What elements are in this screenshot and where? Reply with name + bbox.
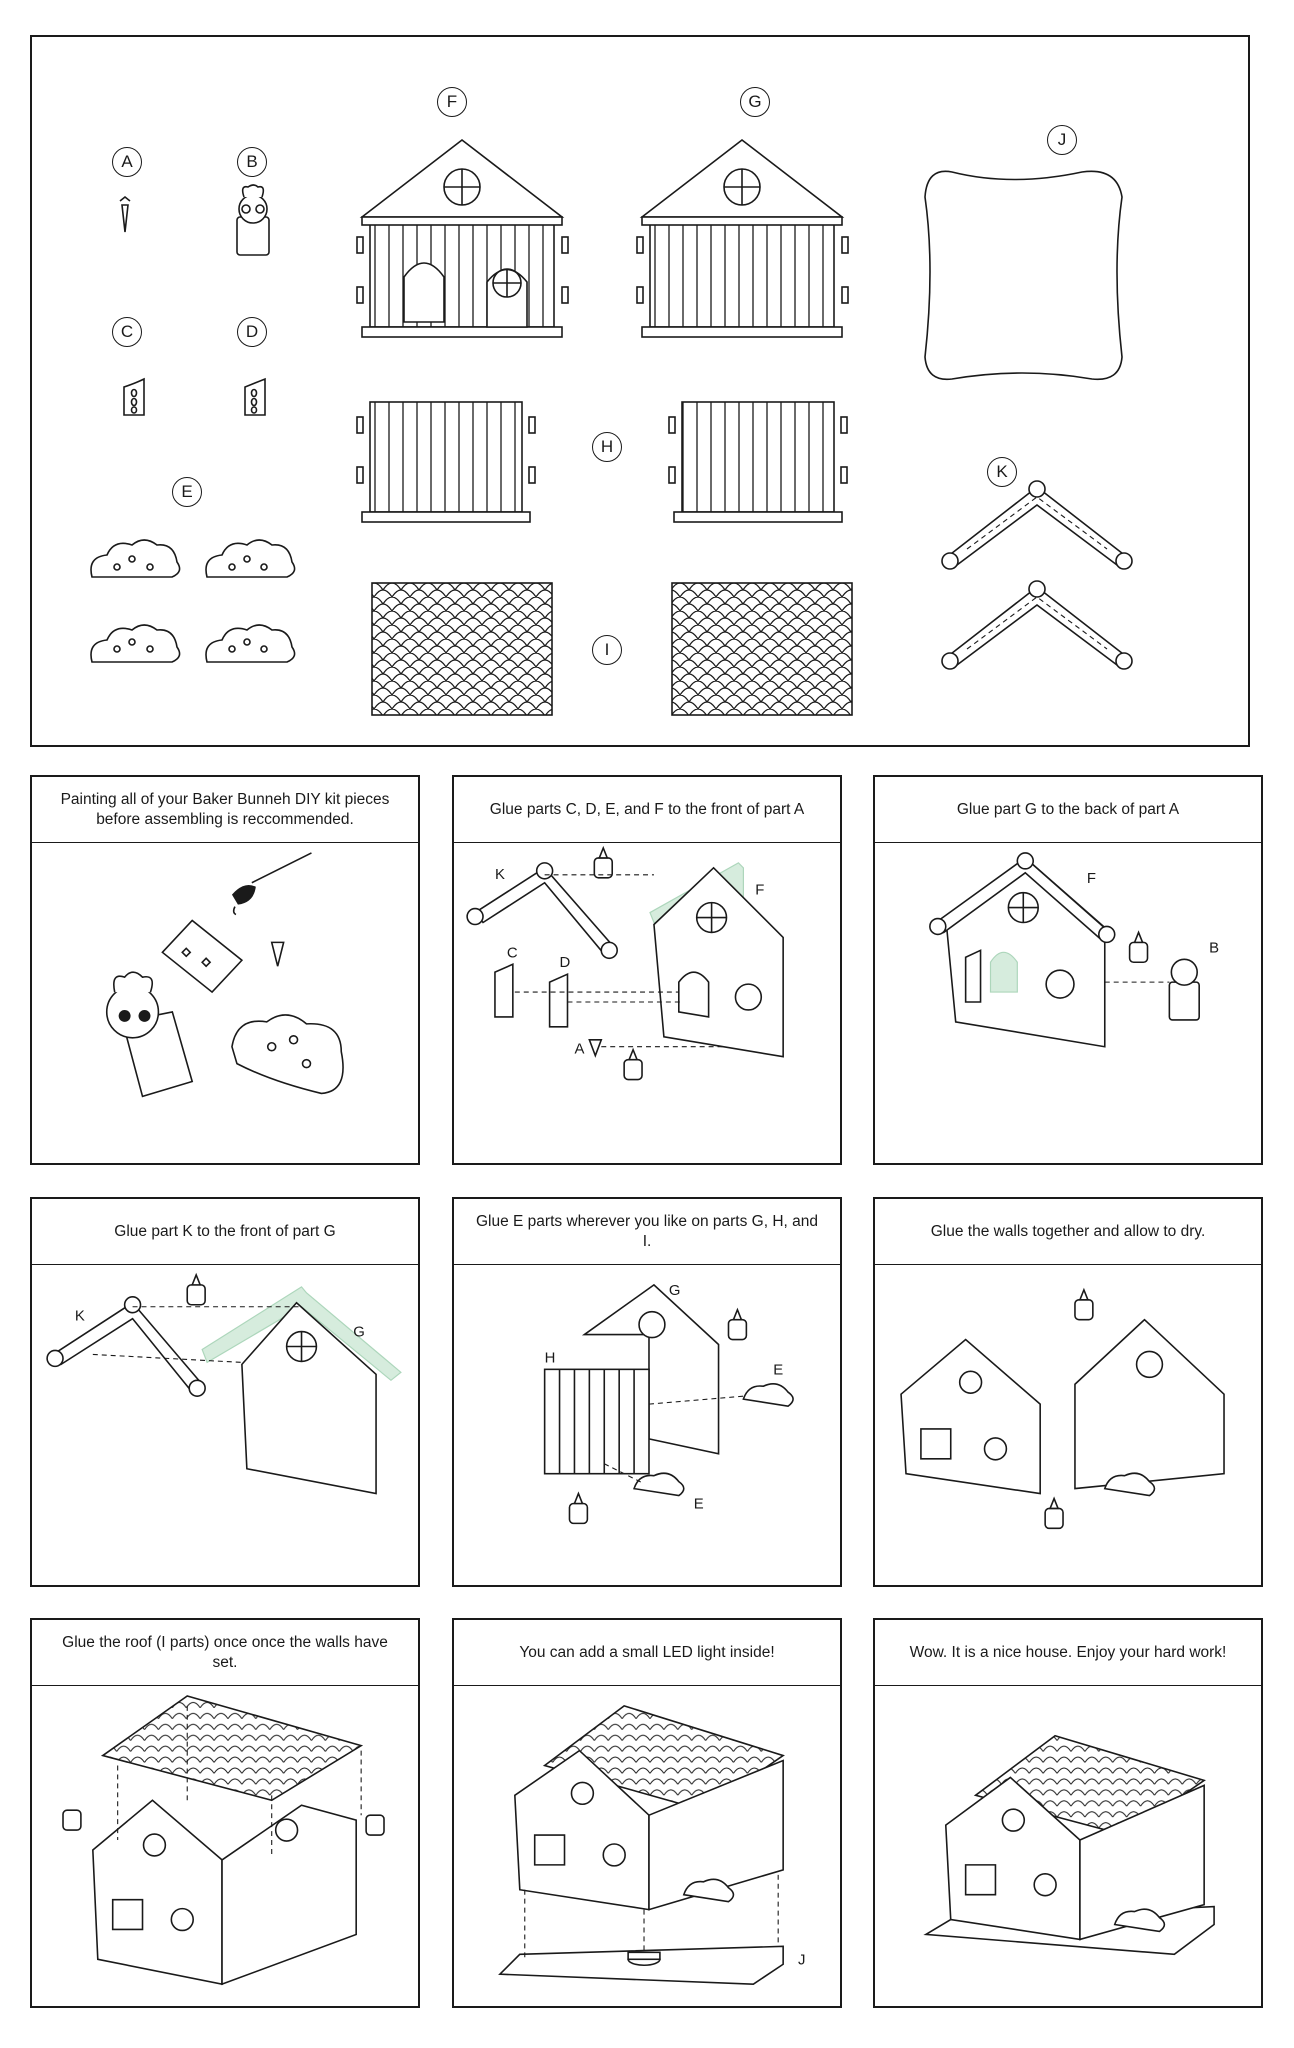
step-8-instruction: You can add a small LED light inside! — [454, 1620, 840, 1686]
step-8-illustration — [454, 1686, 840, 2006]
bush-piece-icon — [232, 1015, 343, 1094]
step-3-illustration — [875, 843, 1261, 1163]
part-h-side-walls — [357, 402, 847, 522]
roof-trim-k — [467, 863, 617, 958]
step-2-callout-a: A — [574, 1041, 585, 1058]
part-label-b: B — [237, 147, 267, 177]
part-j-base — [925, 171, 1122, 379]
part-label-k: K — [987, 457, 1017, 487]
part-a-carrot — [120, 197, 130, 232]
part-label-c: C — [112, 317, 142, 347]
step-6-instruction: Glue the walls together and allow to dry. — [875, 1199, 1261, 1265]
carrot-a — [589, 1040, 601, 1056]
finished-house — [926, 1736, 1214, 1955]
paintbrush-icon — [232, 853, 312, 915]
step-6-panel — [873, 1197, 1263, 1587]
step-9-illustration — [875, 1686, 1261, 2006]
part-c-shutter — [124, 379, 144, 415]
step-5-callout-e: E — [773, 1362, 784, 1379]
part-g-back-wall — [637, 140, 848, 337]
roof-trim-k — [47, 1297, 205, 1396]
step-3-callout-b: B — [1209, 940, 1220, 957]
step-5-illustration — [454, 1265, 840, 1585]
step-2-instruction: Glue parts C, D, E, and F to the front of part A — [454, 777, 840, 843]
step-2-callout-d: D — [559, 955, 571, 972]
step-3-panel — [873, 775, 1263, 1165]
step-4-callout-g: G — [353, 1324, 365, 1341]
glue-bottle-icon — [1130, 932, 1148, 962]
part-e-bushes — [91, 540, 295, 662]
house-walls — [93, 1800, 356, 1984]
step-6-illustration — [875, 1265, 1261, 1585]
step-3-callout-f: F — [1086, 870, 1096, 887]
step-1-instruction: Painting all of your Baker Bunneh DIY kit pieces before assembling is reccommended. — [32, 777, 418, 843]
bunny-b — [1169, 959, 1199, 1020]
shutter-c — [495, 964, 513, 1017]
step-2-callout-k: K — [494, 866, 505, 883]
step-5-instruction: Glue E parts wherever you like on parts G, H, and I. — [454, 1199, 840, 1265]
step-7-instruction: Glue the roof (I parts) once once the walls have set. — [32, 1620, 418, 1686]
step-5-panel — [452, 1197, 842, 1587]
assembled-house — [515, 1706, 783, 1910]
step-4-callout-k: K — [74, 1308, 85, 1325]
part-label-d: D — [237, 317, 267, 347]
side-wall-h — [545, 1369, 649, 1473]
led-light-icon — [628, 1952, 660, 1965]
step-4-panel — [30, 1197, 420, 1587]
step-8-panel — [452, 1618, 842, 2008]
step-4-instruction: Glue part K to the front of part G — [32, 1199, 418, 1265]
step-7-panel — [30, 1618, 420, 2008]
step-1-illustration — [32, 843, 418, 1163]
front-assembled-wall — [946, 858, 1105, 1047]
part-label-h: H — [592, 432, 622, 462]
part-b-bunny — [237, 185, 269, 255]
part-label-f: F — [437, 87, 467, 117]
back-assembly — [1075, 1320, 1224, 1496]
part-label-g: G — [740, 87, 770, 117]
glue-bottle-icon — [187, 1275, 205, 1305]
bunny-piece-icon — [107, 972, 192, 1096]
carrot-piece-icon — [272, 942, 284, 966]
step-3-instruction: Glue part G to the back of part A — [875, 777, 1261, 843]
step-9-panel — [873, 1618, 1263, 2008]
step-5-callout-g: G — [668, 1282, 681, 1299]
step-5-callout-e: E — [693, 1496, 704, 1513]
part-k-roof-trims — [942, 481, 1132, 669]
part-label-j: J — [1047, 125, 1077, 155]
part-f-front-wall — [357, 140, 568, 337]
front-assembly — [901, 1340, 1040, 1494]
shutter-d — [550, 974, 568, 1027]
step-8-callout-j: J — [798, 1952, 806, 1969]
roof-panels-i — [103, 1696, 361, 1800]
part-label-e: E — [172, 477, 202, 507]
parts-sheet — [30, 35, 1250, 747]
part-label-a: A — [112, 147, 142, 177]
part-label-i: I — [592, 635, 622, 665]
step-2-illustration — [454, 843, 840, 1163]
step-5-callout-h: H — [544, 1350, 556, 1367]
step-2-callout-c: C — [506, 945, 518, 962]
step-1-panel — [30, 775, 420, 1165]
part-d-shutter — [245, 379, 265, 415]
step-2-callout-f: F — [755, 882, 765, 899]
step-2-panel — [452, 775, 842, 1165]
glue-bottle-icon — [594, 848, 642, 1080]
step-7-illustration — [32, 1686, 418, 2006]
step-9-instruction: Wow. It is a nice house. Enjoy your hard work! — [875, 1620, 1261, 1686]
step-4-illustration — [32, 1265, 418, 1585]
shutter-piece-icon — [162, 921, 242, 993]
